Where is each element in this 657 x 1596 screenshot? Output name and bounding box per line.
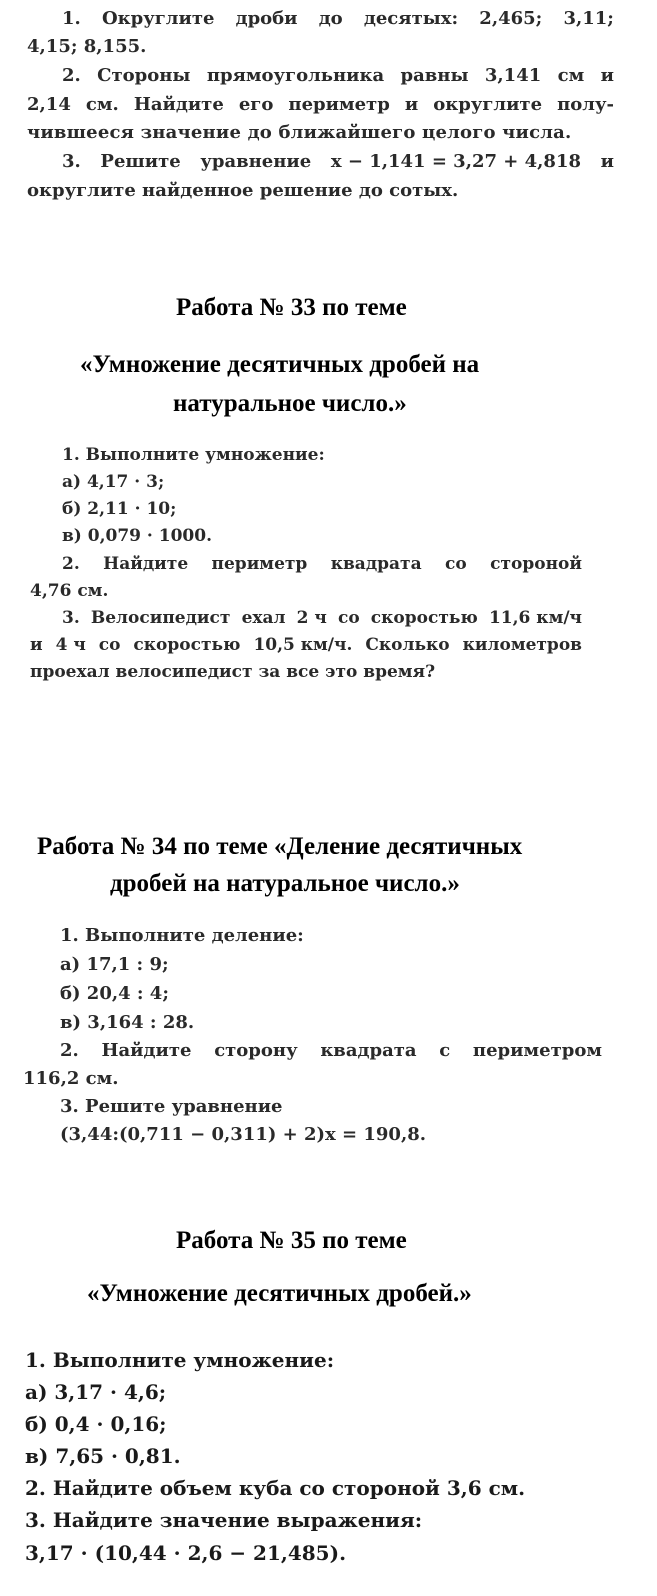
work34-task1-c: в) 3,164 : 28. <box>60 1012 195 1033</box>
top-task2-line3: чившееся значение до ближайшего целого числа. <box>27 122 572 143</box>
work34-title-line2: дробей на натуральное число.» <box>110 870 460 897</box>
work34-title-line1: Работа № 34 по теме «Деление десятичных <box>37 833 523 860</box>
work35-task1-a: а) 3,17 · 4,6; <box>25 1380 167 1404</box>
work34-task1-a: а) 17,1 : 9; <box>60 954 169 975</box>
work33-task2-line1: 2. Найдите периметр квадрата со стороной <box>62 554 582 574</box>
top-task2-line1: 2. Стороны прямоугольника равны 3,141 см и <box>62 65 614 86</box>
work33-subtitle-line1: «Умножение десятичных дробей на <box>80 351 480 378</box>
work34-task1-b: б) 20,4 : 4; <box>60 983 169 1004</box>
work35-subtitle: «Умножение десятичных дробей.» <box>87 1280 472 1307</box>
work34-task3-line1: 3. Решите уравнение <box>60 1096 283 1117</box>
work33-task3-line2: и 4 ч со скоростью 10,5 км/ч. Сколько километров <box>30 635 582 655</box>
work35-title: Работа № 35 по теме <box>176 1227 407 1254</box>
work35-task1: 1. Выполните умножение: <box>25 1348 335 1372</box>
work34-task2-line1: 2. Найдите сторону квадрата с периметром <box>60 1040 602 1061</box>
work34-task3-equation: (3,44:(0,711 − 0,311) + 2)x = 190,8. <box>60 1124 427 1145</box>
work33-task1-a: а) 4,17 · 3; <box>62 472 165 492</box>
work33-task2-line2: 4,76 см. <box>30 581 109 601</box>
work35-task3-expression: 3,17 · (10,44 · 2,6 − 21,485). <box>25 1541 347 1565</box>
work35-task2: 2. Найдите объем куба со стороной 3,6 см. <box>25 1476 526 1500</box>
work33-subtitle-line2: натуральное число.» <box>173 390 407 417</box>
top-task3-line1: 3. Решите уравнение x − 1,141 = 3,27 + 4,818 и <box>62 151 614 172</box>
work33-task3-line3: проехал велосипедист за все это время? <box>30 662 436 682</box>
work33-task1-c: в) 0,079 · 1000. <box>62 526 212 546</box>
work33-task1: 1. Выполните умножение: <box>62 445 325 465</box>
work35-task1-b: б) 0,4 · 0,16; <box>25 1412 167 1436</box>
work34-task1: 1. Выполните деление: <box>60 925 304 946</box>
top-task3-line2: округлите найденное решение до сотых. <box>27 180 459 201</box>
top-task1-line1: 1. Округлите дроби до десятых: 2,465; 3,11; <box>62 8 614 29</box>
work35-task3: 3. Найдите значение выражения: <box>25 1508 423 1532</box>
work33-title: Работа № 33 по теме <box>176 294 407 321</box>
work34-task2-line2: 116,2 см. <box>23 1068 119 1089</box>
work35-task1-c: в) 7,65 · 0,81. <box>25 1444 181 1468</box>
work33-task3-line1: 3. Велосипедист ехал 2 ч со скоростью 11,6 км/ч <box>62 608 582 628</box>
work33-task1-b: б) 2,11 · 10; <box>62 499 177 519</box>
top-task2-line2: 2,14 см. Найдите его периметр и округлите полу- <box>27 94 614 115</box>
top-task1-line2: 4,15; 8,155. <box>27 36 147 57</box>
